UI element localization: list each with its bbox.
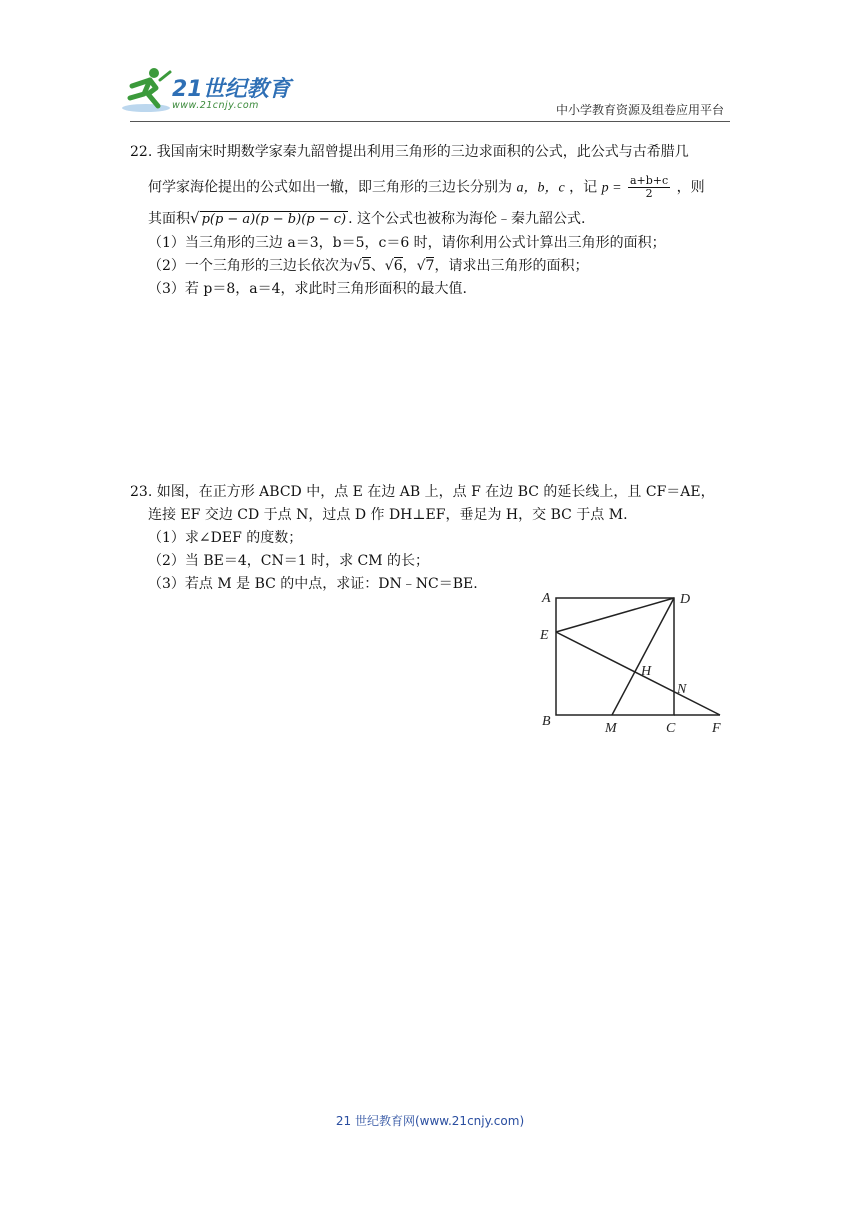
logo-text: 21世纪教育	[172, 77, 291, 102]
sqrt-7: 7	[425, 258, 435, 274]
q22-line-2-text-b: ，记	[569, 179, 598, 196]
label-e: E	[540, 628, 549, 643]
q23-part-3: （3）若点 M 是 BC 的中点，求证：DN﹣NC＝BE.	[148, 576, 478, 592]
sqrt-icon: √	[352, 258, 362, 274]
platform-tagline: 中小学教育资源及组卷应用平台	[555, 103, 724, 117]
sqrt-5: 5	[361, 258, 371, 274]
q22-line-2-text: 何学家海伦提出的公式如出一辙，即三角形的三边长分别为	[148, 179, 512, 196]
fraction-numerator: a+b+c	[629, 174, 669, 187]
sep-2: ，	[402, 258, 417, 274]
label-h: H	[641, 664, 652, 679]
q22-line-2-text-c: ，则	[676, 179, 705, 196]
segment-ed	[556, 598, 674, 632]
label-m: M	[605, 721, 617, 736]
label-n: N	[677, 682, 687, 697]
q22-p-equals: p =	[601, 180, 622, 196]
logo-url: www.21cnjy.com	[172, 100, 259, 111]
q22-line-3-text: 其面积	[148, 211, 190, 227]
heron-sqrt	[190, 209, 348, 227]
label-d: D	[680, 592, 691, 607]
sep-1: 、	[370, 258, 385, 274]
q22-line-3-text-b: . 这个公式也被称为海伦﹣秦九韶公式.	[348, 211, 586, 227]
label-f: F	[712, 721, 721, 736]
q22-part-1: （1）当三角形的三边 a＝3，b＝5，c＝6 时，请你利用公式计算出三角形的面积；	[148, 235, 666, 251]
q23-part-2: （2）当 BE＝4，CN＝1 时，求 CM 的长；	[148, 553, 430, 569]
sqrt-icon: √	[416, 258, 426, 274]
q22-part-2-text-b: ，请求出三角形的面积；	[434, 258, 589, 274]
q22-line-3	[148, 208, 585, 228]
fraction-denominator: 2	[645, 187, 653, 200]
site-logo[interactable]	[120, 64, 300, 120]
q22-side-vars: a，b，c	[516, 180, 565, 196]
heron-formula: p(p − a)(p − b)(p − c)	[201, 212, 347, 227]
q22-line-1: 22. 我国南宋时期数学家秦九韶曾提出利用三角形的三边求面积的公式，此公式与古希腊几	[130, 144, 689, 160]
runner-logo-icon	[120, 64, 176, 116]
header-divider	[130, 121, 730, 122]
label-c: C	[666, 721, 676, 736]
q22-part-3: （3）若 p＝8，a＝4，求此时三角形面积的最大值.	[148, 281, 467, 297]
q22-p-fraction	[628, 175, 670, 200]
q22-line-2	[148, 175, 705, 200]
sqrt-6: 6	[393, 258, 403, 274]
square-geometry-figure	[530, 580, 740, 750]
segment-dm	[612, 598, 674, 715]
sqrt-icon: √	[384, 258, 394, 274]
sqrt-icon: √	[190, 209, 200, 227]
segment-ef	[556, 632, 720, 715]
page-header	[0, 0, 860, 130]
label-b: B	[542, 714, 551, 729]
page-footer[interactable]: 21 世纪教育网(www.21cnjy.com)	[335, 1114, 525, 1128]
q23-part-1: （1）求∠DEF 的度数；	[148, 530, 303, 546]
q22-part-2-text: （2）一个三角形的三边长依次为	[148, 258, 353, 274]
label-a: A	[542, 591, 551, 606]
q23-line-2: 连接 EF 交边 CD 于点 N，过点 D 作 DH⊥EF，垂足为 H，交 BC 于点 M.	[148, 507, 628, 523]
q22-part-2	[148, 255, 588, 275]
q23-line-1: 23. 如图，在正方形 ABCD 中，点 E 在边 AB 上，点 F 在边 BC 的延长线上，且 CF＝AE，	[130, 484, 715, 500]
